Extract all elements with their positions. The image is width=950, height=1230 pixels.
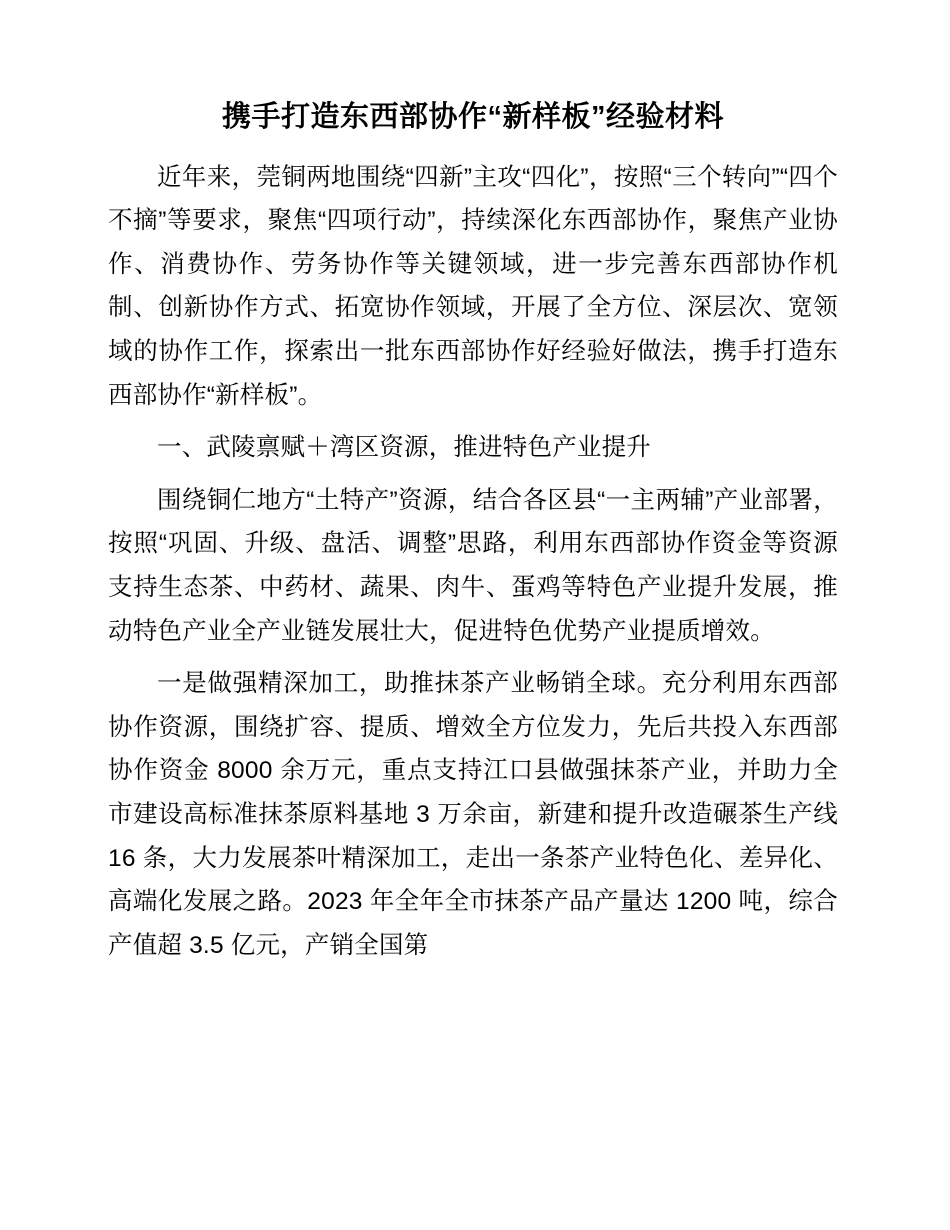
document-body bbox=[108, 96, 838, 976]
paragraph-section1-intro: 围绕铜仁地方“土特产”资源，结合各区县“一主两辅”产业部署，按照“巩固、升级、盘活、调整”思路，利用东西部协作资金等资源支持生态茶、中药材、蔬果、肉牛、蛋鸡等特色产业提升发展，推动特色产业全产业链发展壮大，促进特色优势产业提质增效。 bbox=[108, 486, 838, 645]
section-heading-1: 一、武陵禀赋＋湾区资源，推进特色产业提升 bbox=[157, 434, 651, 462]
paragraph-intro: 近年来，莞铜两地围绕“四新”主攻“四化”，按照“三个转向”“四个不摘”等要求，聚焦“四项行动”，持续深化东西部协作，聚焦产业协作、消费协作、劳务协作等关键领域，进一步完善东西部协作机制、创新协作方式、拓宽协作领域，开展了全方位、深层次、宽领域的协作工作，探索出一批东西部协作好经验好做法，携手打造东西部协作“新样板”。 bbox=[108, 163, 838, 409]
paragraph-section1-item1: 一是做强精深加工，助推抹茶产业畅销全球。充分利用东西部协作资源，围绕扩容、提质、增效全方位发力，先后共投入东西部协作资金 8000 余万元，重点支持江口县做强抹茶产业，并助力全市建设高标准抹茶原料基地 3 万余亩，新建和提升改造碾茶生产线 16 条，大力发展茶叶精深加工，走出一条茶产业特色化、差异化、高端化发展之路。2023 年全年全市抹茶产品产量达 1200 吨，综合产值超 3.5 亿元，产销全国第 bbox=[108, 670, 838, 959]
page-title: 携手打造东西部协作“新样板”经验材料 bbox=[221, 101, 724, 133]
